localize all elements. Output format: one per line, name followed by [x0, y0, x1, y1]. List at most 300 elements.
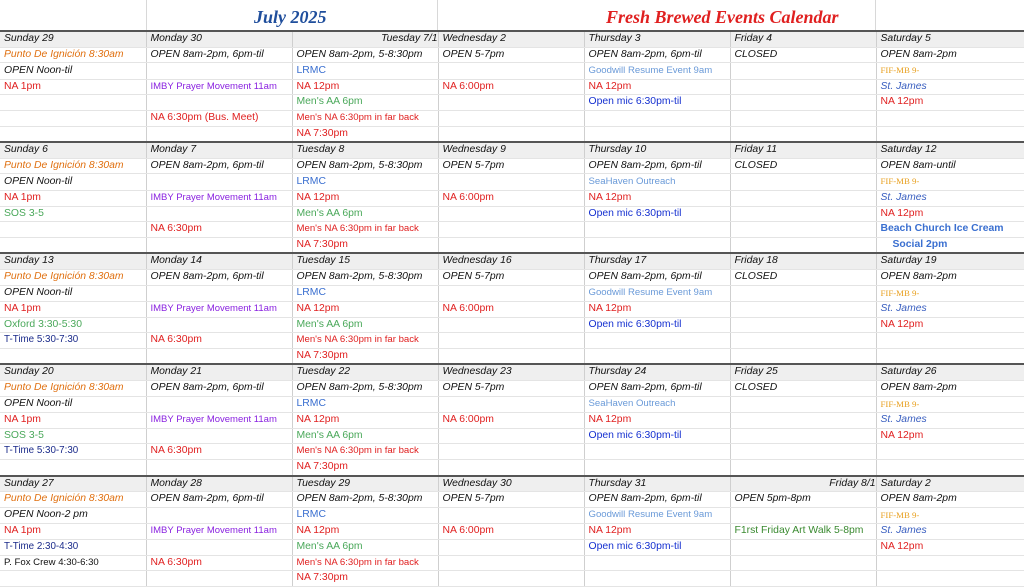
- event-text: NA 6:00pm: [442, 80, 494, 92]
- event-row: [0, 126, 1024, 142]
- event-cell: [876, 317, 1024, 333]
- event-cell: [730, 317, 876, 333]
- event-text: OPEN Noon-2 pm: [4, 509, 88, 521]
- event-cell: [438, 285, 584, 302]
- event-row: [0, 237, 1024, 253]
- day-header: Thursday 3: [584, 31, 730, 47]
- event-text: OPEN 8am-2pm, 6pm-til: [588, 493, 702, 505]
- event-cell: [146, 269, 292, 285]
- event-row: [0, 95, 1024, 111]
- event-text: OPEN 5-7pm: [442, 382, 505, 394]
- event-cell: [146, 348, 292, 364]
- event-text: F1rst Friday Art Walk 5-8pm: [734, 525, 864, 537]
- day-header: Sunday 29: [0, 31, 146, 47]
- event-cell: [0, 413, 146, 429]
- week-header-row: [0, 253, 1024, 269]
- event-text: Goodwill Resume Event 9am: [588, 509, 713, 521]
- event-text: OPEN Noon-til: [4, 398, 73, 410]
- event-cell: [0, 492, 146, 508]
- event-cell: [730, 540, 876, 556]
- event-cell: [0, 317, 146, 333]
- day-header: Thursday 10: [584, 142, 730, 158]
- event-cell: [0, 396, 146, 413]
- event-row: [0, 158, 1024, 174]
- event-cell: [876, 444, 1024, 460]
- event-cell: [0, 540, 146, 556]
- event-text: NA 6:30pm: [150, 556, 202, 568]
- day-header: Monday 28: [146, 476, 292, 492]
- event-cell: [876, 428, 1024, 444]
- event-cell: [0, 571, 146, 587]
- event-cell: [146, 524, 292, 540]
- event-row: [0, 206, 1024, 222]
- event-cell: [584, 333, 730, 349]
- event-cell: [146, 95, 292, 111]
- event-cell: [146, 47, 292, 63]
- event-cell: [730, 396, 876, 413]
- event-text: NA 12pm: [588, 303, 632, 315]
- event-text: NA 12pm: [880, 318, 924, 330]
- event-text: Punto De Ignición 8:30am: [4, 270, 124, 282]
- event-text: P. Fox Crew 4:30-6:30: [4, 556, 99, 568]
- event-cell: [146, 63, 292, 80]
- event-cell: [584, 285, 730, 302]
- event-cell: [292, 555, 438, 571]
- event-text: NA 6:30pm: [150, 223, 202, 235]
- event-cell: [876, 79, 1024, 95]
- event-cell: [584, 79, 730, 95]
- event-text: NA 12pm: [588, 191, 632, 203]
- event-cell: [584, 507, 730, 524]
- event-cell: [438, 190, 584, 206]
- event-cell: [730, 269, 876, 285]
- event-text: OPEN 8am-2pm, 6pm-til: [150, 159, 264, 171]
- event-text: Men's NA 6:30pm in far back: [296, 556, 419, 568]
- event-cell: [146, 396, 292, 413]
- week-header-row: [0, 476, 1024, 492]
- day-header: Thursday 31: [584, 476, 730, 492]
- event-row: [0, 413, 1024, 429]
- day-header: Saturday 26: [876, 364, 1024, 380]
- day-header: Wednesday 30: [438, 476, 584, 492]
- event-cell: [438, 237, 584, 253]
- event-cell: [876, 63, 1024, 80]
- event-cell: [292, 317, 438, 333]
- event-cell: [876, 555, 1024, 571]
- day-header: Friday 18: [730, 253, 876, 269]
- event-cell: [438, 158, 584, 174]
- event-cell: [438, 206, 584, 222]
- event-cell: [0, 381, 146, 397]
- event-cell: [730, 285, 876, 302]
- event-text: NA 6:30pm: [150, 334, 202, 346]
- event-text: St. James: [880, 303, 927, 315]
- event-text: NA 7:30pm: [296, 572, 348, 584]
- event-cell: [730, 333, 876, 349]
- event-row: [0, 317, 1024, 333]
- day-header: Tuesday 22: [292, 364, 438, 380]
- event-text: LRMC: [296, 398, 326, 410]
- event-cell: [730, 237, 876, 253]
- event-cell: [876, 110, 1024, 126]
- event-text: NA 1pm: [4, 414, 41, 426]
- event-row: [0, 460, 1024, 476]
- day-header: Wednesday 16: [438, 253, 584, 269]
- event-cell: [584, 460, 730, 476]
- event-cell: [730, 126, 876, 142]
- event-cell: [876, 47, 1024, 63]
- day-header: Saturday 12: [876, 142, 1024, 158]
- event-cell: [876, 348, 1024, 364]
- event-cell: [438, 63, 584, 80]
- event-cell: [584, 540, 730, 556]
- event-cell: [146, 317, 292, 333]
- event-text: NA 6:00pm: [442, 191, 494, 203]
- event-row: [0, 540, 1024, 556]
- event-text: Punto De Ignición 8:30am: [4, 48, 124, 60]
- week-header-row: [0, 364, 1024, 380]
- event-text: CLOSED: [734, 270, 778, 282]
- day-header: Thursday 17: [584, 253, 730, 269]
- event-text: St. James: [880, 80, 927, 92]
- event-text: NA 6:30pm: [150, 445, 202, 457]
- day-header: Saturday 5: [876, 31, 1024, 47]
- day-header: Monday 7: [146, 142, 292, 158]
- event-text: NA 12pm: [880, 207, 924, 219]
- event-row: [0, 174, 1024, 191]
- event-row: [0, 190, 1024, 206]
- event-text: OPEN 8am-2pm, 6pm-til: [150, 382, 264, 394]
- event-text: IMBY Prayer Movement 11am: [150, 525, 277, 537]
- event-text: OPEN 5-7pm: [442, 48, 505, 60]
- event-cell: [292, 174, 438, 191]
- event-cell: [876, 269, 1024, 285]
- event-cell: [292, 190, 438, 206]
- event-text: Men's NA 6:30pm in far back: [296, 334, 419, 346]
- event-text: NA 12pm: [880, 541, 924, 552]
- calendar-grid: [0, 30, 1024, 587]
- event-row: [0, 333, 1024, 349]
- day-header: Friday 8/1: [730, 476, 876, 492]
- event-text: OPEN 8am-2pm, 5-8:30pm: [296, 493, 423, 505]
- event-cell: [876, 540, 1024, 556]
- event-cell: [438, 269, 584, 285]
- event-text: OPEN Noon-til: [4, 287, 73, 298]
- event-row: [0, 79, 1024, 95]
- event-cell: [146, 555, 292, 571]
- event-cell: [292, 333, 438, 349]
- event-cell: [730, 492, 876, 508]
- event-cell: [146, 237, 292, 253]
- event-text: IMBY Prayer Movement 11am: [150, 414, 277, 426]
- event-cell: [876, 174, 1024, 191]
- event-text: NA 7:30pm: [296, 349, 348, 361]
- event-text: OPEN 8am-2pm, 5-8:30pm: [296, 48, 423, 60]
- event-cell: [584, 206, 730, 222]
- event-cell: [730, 206, 876, 222]
- event-cell: [584, 317, 730, 333]
- event-cell: [876, 158, 1024, 174]
- event-text: SOS 3-5: [4, 429, 44, 441]
- day-header: Sunday 20: [0, 364, 146, 380]
- event-text: OPEN 8am-2pm, 5-8:30pm: [296, 159, 423, 171]
- event-cell: [584, 492, 730, 508]
- event-cell: [292, 126, 438, 142]
- event-cell: [0, 95, 146, 111]
- event-cell: [438, 540, 584, 556]
- event-text: OPEN 8am-2pm, 6pm-til: [588, 159, 702, 171]
- event-row: [0, 285, 1024, 302]
- event-text: Goodwill Resume Event 9am: [588, 287, 713, 298]
- event-text: Open mic 6:30pm-til: [588, 96, 682, 108]
- day-header: Sunday 13: [0, 253, 146, 269]
- event-text: FIF-MB 9-: [880, 398, 920, 409]
- event-cell: [146, 222, 292, 238]
- event-text: NA 12pm: [296, 80, 340, 92]
- event-cell: [730, 524, 876, 540]
- event-text: OPEN 8am-2pm: [880, 48, 957, 60]
- day-header: Wednesday 23: [438, 364, 584, 380]
- event-cell: [146, 158, 292, 174]
- event-text: OPEN 8am-2pm, 6pm-til: [150, 493, 264, 505]
- day-header: Tuesday 8: [292, 142, 438, 158]
- event-cell: [584, 110, 730, 126]
- event-cell: [438, 317, 584, 333]
- event-cell: [730, 190, 876, 206]
- calendar-title: Fresh Brewed Events Calendar: [606, 7, 839, 27]
- event-cell: [0, 269, 146, 285]
- event-cell: [584, 413, 730, 429]
- event-cell: [0, 460, 146, 476]
- event-cell: [584, 95, 730, 111]
- event-cell: [876, 333, 1024, 349]
- event-cell: [292, 524, 438, 540]
- event-cell: [292, 95, 438, 111]
- event-cell: [146, 333, 292, 349]
- event-cell: [438, 396, 584, 413]
- event-text: FIF-MB 9-: [880, 509, 920, 520]
- event-cell: [292, 492, 438, 508]
- event-text: OPEN 8am-2pm, 6pm-til: [588, 48, 702, 60]
- event-cell: [0, 222, 146, 238]
- event-cell: [146, 444, 292, 460]
- event-text: IMBY Prayer Movement 11am: [150, 191, 277, 203]
- event-cell: [292, 79, 438, 95]
- event-cell: [876, 396, 1024, 413]
- event-cell: [146, 492, 292, 508]
- event-text: SOS 3-5: [4, 207, 44, 219]
- event-cell: [730, 174, 876, 191]
- event-cell: [584, 126, 730, 142]
- event-cell: [146, 507, 292, 524]
- event-cell: [584, 396, 730, 413]
- event-cell: [292, 540, 438, 556]
- event-cell: [292, 269, 438, 285]
- event-cell: [730, 460, 876, 476]
- event-row: [0, 302, 1024, 318]
- event-cell: [876, 190, 1024, 206]
- event-cell: [438, 571, 584, 587]
- event-cell: [876, 222, 1024, 238]
- event-row: [0, 555, 1024, 571]
- event-text: OPEN Noon-til: [4, 64, 73, 76]
- event-cell: [730, 507, 876, 524]
- event-text: OPEN 5-7pm: [442, 493, 505, 505]
- event-text: T-Time 5:30-7:30: [4, 445, 79, 457]
- event-text: T-Time 2:30-4:30: [4, 541, 79, 552]
- event-text: OPEN 8am-2pm, 6pm-til: [150, 270, 264, 282]
- event-cell: [730, 110, 876, 126]
- event-cell: [0, 285, 146, 302]
- event-text: IMBY Prayer Movement 11am: [150, 80, 277, 92]
- month-title: July 2025: [254, 7, 327, 27]
- event-cell: [0, 79, 146, 95]
- event-cell: [292, 444, 438, 460]
- event-text: LRMC: [296, 509, 326, 521]
- event-text: NA 6:00pm: [442, 303, 494, 315]
- event-cell: [438, 302, 584, 318]
- event-cell: [584, 524, 730, 540]
- day-header: Friday 11: [730, 142, 876, 158]
- event-cell: [292, 285, 438, 302]
- event-text: NA 12pm: [296, 303, 340, 315]
- event-cell: [292, 63, 438, 80]
- event-cell: [438, 174, 584, 191]
- day-header: Friday 4: [730, 31, 876, 47]
- event-text: St. James: [880, 414, 927, 426]
- event-cell: [876, 492, 1024, 508]
- event-cell: [438, 110, 584, 126]
- event-cell: [292, 222, 438, 238]
- event-cell: [146, 571, 292, 587]
- event-text: NA 1pm: [4, 525, 41, 537]
- week-header-row: [0, 142, 1024, 158]
- day-header: Sunday 6: [0, 142, 146, 158]
- event-text: Oxford 3:30-5:30: [4, 318, 82, 330]
- event-text: NA 1pm: [4, 191, 41, 203]
- day-header: Wednesday 2: [438, 31, 584, 47]
- event-cell: [730, 95, 876, 111]
- event-text: OPEN 8am-until: [880, 159, 956, 171]
- event-cell: [438, 348, 584, 364]
- event-cell: [292, 237, 438, 253]
- event-cell: [438, 492, 584, 508]
- event-cell: [292, 158, 438, 174]
- event-cell: [0, 190, 146, 206]
- event-cell: [292, 428, 438, 444]
- event-cell: [584, 63, 730, 80]
- event-cell: [438, 555, 584, 571]
- event-cell: [146, 302, 292, 318]
- event-cell: [876, 571, 1024, 587]
- event-cell: [0, 444, 146, 460]
- event-cell: [438, 79, 584, 95]
- event-row: [0, 428, 1024, 444]
- event-cell: [876, 126, 1024, 142]
- event-text: OPEN Noon-til: [4, 175, 73, 187]
- event-cell: [146, 540, 292, 556]
- event-text: FIF-MB 9-: [880, 176, 920, 187]
- day-header: Sunday 27: [0, 476, 146, 492]
- event-cell: [0, 555, 146, 571]
- event-cell: [730, 47, 876, 63]
- event-cell: [292, 507, 438, 524]
- event-text: OPEN 5-7pm: [442, 270, 505, 282]
- event-text: NA 12pm: [296, 414, 340, 426]
- event-cell: [438, 428, 584, 444]
- event-cell: [292, 110, 438, 126]
- event-row: [0, 571, 1024, 587]
- event-text: OPEN 5-7pm: [442, 159, 505, 171]
- event-cell: [876, 302, 1024, 318]
- event-cell: [0, 333, 146, 349]
- event-cell: [0, 47, 146, 63]
- event-text: NA 12pm: [296, 525, 340, 537]
- event-cell: [730, 79, 876, 95]
- event-cell: [146, 460, 292, 476]
- event-text: OPEN 8am-2pm, 5-8:30pm: [296, 382, 423, 394]
- event-text: NA 12pm: [588, 414, 632, 426]
- event-text: LRMC: [296, 64, 326, 76]
- event-cell: [876, 237, 1024, 253]
- event-cell: [584, 381, 730, 397]
- event-row: [0, 381, 1024, 397]
- day-header: Wednesday 9: [438, 142, 584, 158]
- event-text: Men's AA 6pm: [296, 541, 363, 552]
- divider: [875, 0, 876, 30]
- event-text: St. James: [880, 191, 927, 203]
- event-text: OPEN 8am-2pm: [880, 382, 957, 394]
- event-text: NA 12pm: [296, 191, 340, 203]
- event-text: NA 12pm: [880, 96, 924, 108]
- event-cell: [876, 285, 1024, 302]
- event-cell: [584, 47, 730, 63]
- event-cell: [730, 444, 876, 460]
- event-text: OPEN 8am-2pm: [880, 270, 957, 282]
- event-cell: [730, 555, 876, 571]
- event-text: Men's AA 6pm: [296, 429, 363, 441]
- event-text: NA 7:30pm: [296, 127, 348, 139]
- event-text: NA 1pm: [4, 303, 41, 315]
- event-cell: [292, 381, 438, 397]
- event-text: Men's AA 6pm: [296, 96, 363, 108]
- event-cell: [292, 302, 438, 318]
- day-header: Saturday 19: [876, 253, 1024, 269]
- event-cell: [876, 206, 1024, 222]
- day-header: Monday 30: [146, 31, 292, 47]
- event-cell: [146, 206, 292, 222]
- event-cell: [584, 222, 730, 238]
- event-cell: [438, 95, 584, 111]
- event-cell: [438, 333, 584, 349]
- event-row: [0, 396, 1024, 413]
- event-text: OPEN 8am-2pm, 6pm-til: [588, 382, 702, 394]
- day-header: Thursday 24: [584, 364, 730, 380]
- event-cell: [584, 237, 730, 253]
- event-text: OPEN 8am-2pm: [880, 493, 957, 505]
- event-text: Punto De Ignición 8:30am: [4, 493, 124, 505]
- event-cell: [876, 507, 1024, 524]
- event-cell: [292, 396, 438, 413]
- title-row: [0, 0, 1024, 30]
- event-cell: [876, 95, 1024, 111]
- event-cell: [146, 79, 292, 95]
- event-cell: [292, 206, 438, 222]
- event-cell: [876, 381, 1024, 397]
- event-text: CLOSED: [734, 382, 778, 394]
- event-text: SeaHaven Outreach: [588, 175, 676, 187]
- event-text: Punto De Ignición 8:30am: [4, 159, 124, 171]
